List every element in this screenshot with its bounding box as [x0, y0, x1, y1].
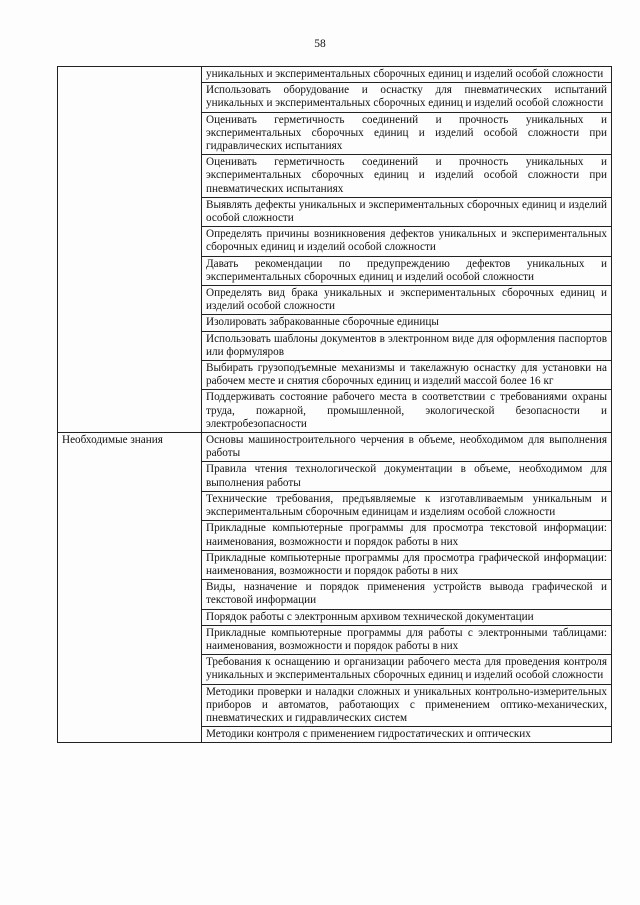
requirement-text: Методики контроля с применением гидростатических и оптических — [202, 727, 612, 743]
section-label-cell: Необходимые знания — [58, 433, 202, 743]
requirement-text: Использовать оборудование и оснастку для пневматических испытаний уникальных и экспериментальных сборочных единиц и изделий особой сложности — [202, 83, 612, 112]
requirement-text: Прикладные компьютерные программы для просмотра графической информации: наименования, возможности и порядок работы в них — [202, 550, 612, 579]
table-row — [58, 67, 612, 83]
table-row — [58, 433, 612, 462]
requirements-table — [57, 66, 612, 743]
requirement-text: Методики проверки и наладки сложных и уникальных контрольно-измерительных приборов и автоматов, работающих с применением оптико-механических, пневматических и гидравлических систем — [202, 684, 612, 727]
requirement-text: уникальных и экспериментальных сборочных единиц и изделий особой сложности — [202, 67, 612, 83]
section-label-cell — [58, 67, 202, 433]
requirement-text: Прикладные компьютерные программы для работы с электронными таблицами: наименования, возможности и порядок работы в них — [202, 625, 612, 654]
requirement-text: Давать рекомендации по предупреждению дефектов уникальных и экспериментальных сборочных единиц и изделий особой сложности — [202, 256, 612, 285]
requirement-text: Определять причины возникновения дефектов уникальных и экспериментальных сборочных единиц и изделий особой сложности — [202, 227, 612, 256]
requirement-text: Правила чтения технологической документации в объеме, необходимом для выполнения работы — [202, 462, 612, 491]
requirement-text: Прикладные компьютерные программы для просмотра текстовой информации: наименования, возможности и порядок работы в них — [202, 521, 612, 550]
requirement-text: Оценивать герметичность соединений и прочность уникальных и экспериментальных сборочных единиц и изделий особой сложности при гидравлических испытаниях — [202, 112, 612, 155]
requirement-text: Требования к оснащению и организации рабочего места для проведения контроля уникальных и экспериментальных сборочных единиц и изделий особой сложности — [202, 655, 612, 684]
requirement-text: Выявлять дефекты уникальных и экспериментальных сборочных единиц и изделий особой сложности — [202, 197, 612, 226]
requirement-text: Поддерживать состояние рабочего места в соответствии с требованиями охраны труда, пожарной, промышленной, экологической безопасности и электробезопасности — [202, 390, 612, 433]
requirement-text: Порядок работы с электронным архивом технической документации — [202, 609, 612, 625]
requirement-text: Основы машиностроительного черчения в объеме, необходимом для выполнения работы — [202, 433, 612, 462]
requirement-text: Виды, назначение и порядок применения устройств вывода графической и текстовой информации — [202, 580, 612, 609]
requirement-text: Определять вид брака уникальных и экспериментальных сборочных единиц и изделий особой сложности — [202, 286, 612, 315]
requirement-text: Использовать шаблоны документов в электронном виде для оформления паспортов или формуляров — [202, 331, 612, 360]
requirement-text: Изолировать забракованные сборочные единицы — [202, 315, 612, 331]
page-number: 58 — [314, 38, 326, 50]
table-body — [58, 67, 612, 743]
requirement-text: Технические требования, предъявляемые к изготавливаемым уникальным и экспериментальным сборочным единицам и изделиям особой сложности — [202, 491, 612, 520]
requirement-text: Оценивать герметичность соединений и прочность уникальных и экспериментальных сборочных единиц и изделий особой сложности при пневматических испытаниях — [202, 155, 612, 198]
requirement-text: Выбирать грузоподъемные механизмы и такелажную оснастку для установки на рабочем месте и снятия сборочных единиц и изделий массой более 16 кг — [202, 361, 612, 390]
